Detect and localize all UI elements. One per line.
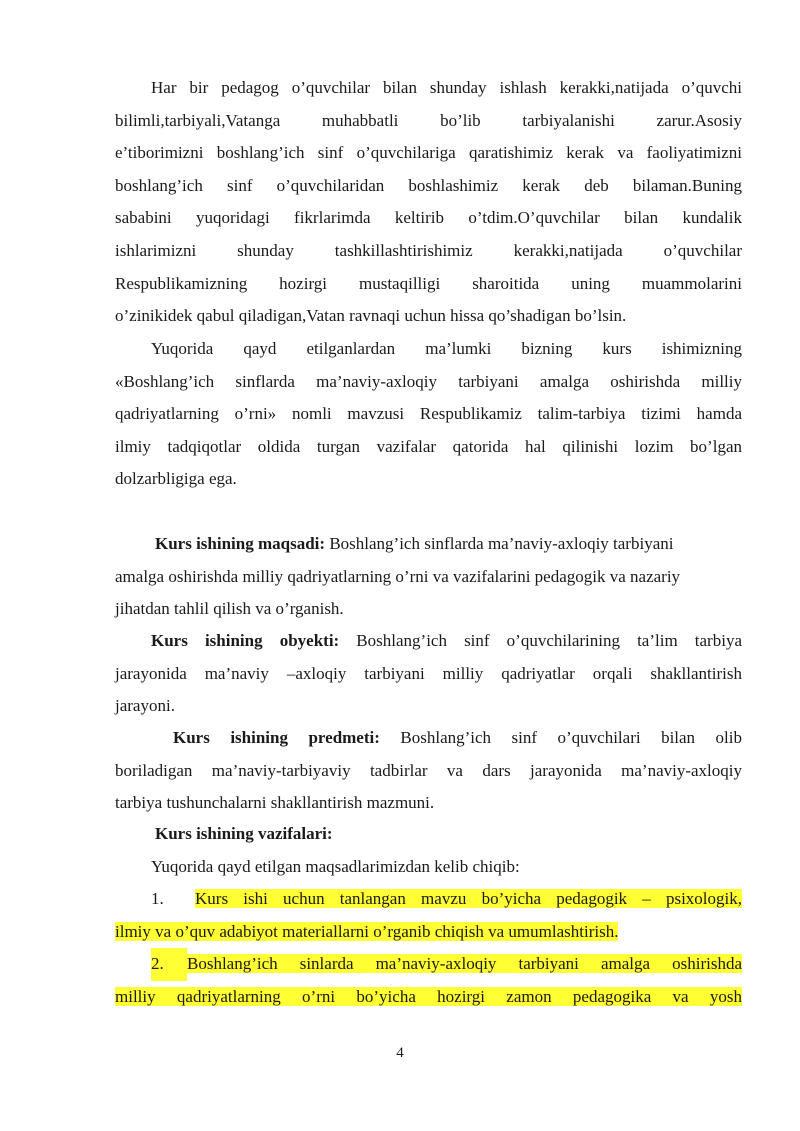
highlighted-text: Kurs ishi uchun tanlangan mavzu bo’yicha pedagogik – psixologik, [195, 889, 742, 909]
text-line: e’tiborimizni boshlang’ich sinf o’quvchilariga qaratishimiz kerak va faoliyatimizni [115, 143, 742, 163]
text-line: boriladigan ma’naviy-tarbiyaviy tadbirlar va dars jarayonida ma’naviy-axloqiy [115, 760, 742, 780]
highlighted-text: ilmiy va o’quv adabiyot materiallarni o’rganib chiqish va umumlashtirish. [115, 921, 619, 941]
section-subject [115, 722, 742, 820]
text-line: jarayonida ma’naviy –axloqiy tarbiyani milliy qadriyatlar orqali shakllantirish [115, 663, 742, 683]
text-line [115, 981, 742, 1014]
task-item-1 [115, 883, 742, 916]
text-line: Yuqorida qayd etilganlardan ma’lumki bizning kurs ishimizning [151, 339, 742, 358]
text-line [115, 722, 742, 755]
tasks-heading: Kurs ishining vazifalari: [155, 824, 333, 843]
section-object [115, 625, 742, 723]
text-line: Har bir pedagog o’quvchilar bilan shunday ishlash kerakki,natijada o’quvchi [151, 78, 742, 97]
text-line: o’zinikidek qabul qiladigan,Vatan ravnaqi uchun hissa qo’shadigan bo’lsin. [115, 306, 627, 326]
text-line: jihatdan tahlil qilish va o’rganish. [115, 599, 344, 619]
text-line: dolzarbligiga ega. [115, 469, 237, 489]
section-purpose [115, 528, 742, 626]
highlighted-text: milliy qadriyatlarning o’rni bo’yicha hozirgi zamon pedagogika va yosh [115, 986, 742, 1006]
text-line: jarayoni. [115, 696, 175, 716]
text-line: amalga oshirishda milliy qadriyatlarning o’rni va vazifalarini pedagogik va nazariy [115, 566, 681, 586]
subject-text: Boshlang’ich sinf o’quvchilari bilan olib [379, 728, 742, 747]
text-line: bilimli,tarbiyali,Vatanga muhabbatli bo’lib tarbiyalanishi zarur.Asosiy [115, 110, 742, 130]
text-line: qadriyatlarning o’rni» nomli mavzusi Respublikamiz talim-tarbiya tizimi hamda [115, 404, 742, 424]
section-tasks [115, 818, 742, 1014]
text-line: ishlarimizni shunday tashkillashtirishimiz kerakki,natijada o’quvchilar [115, 240, 742, 260]
object-label: Kurs ishining obyekti: [151, 631, 340, 650]
text-line [115, 625, 742, 658]
text-line [115, 818, 742, 851]
text-line: «Boshlang’ich sinflarda ma’naviy-axloqiy tarbiyani amalga oshirishda milliy [115, 371, 742, 391]
highlighted-text: Boshlang’ich sinlarda ma’naviy-axloqiy tarbiyani amalga oshirishda [187, 954, 742, 974]
task-number: 2. [151, 948, 187, 981]
subject-label: Kurs ishining predmeti: [173, 728, 380, 747]
text-line [115, 528, 742, 561]
paragraph-intro [115, 72, 742, 333]
page-number: 4 [396, 1045, 404, 1061]
purpose-text: Boshlang’ich sinflarda ma’naviy-axloqiy tarbiyani [325, 534, 674, 553]
text-line: sababini yuqoridagi fikrlarimda keltirib o’tdim.O’quvchilar bilan kundalik [115, 208, 742, 228]
task-number: 1. [151, 889, 164, 909]
object-text: Boshlang’ich sinf o’quvchilarining ta’lim tarbiya [339, 631, 742, 650]
text-line [115, 916, 742, 949]
text-line: Respublikamizning hozirgi mustaqilligi sharoitida uning muammolarini [115, 273, 742, 293]
purpose-label: Kurs ishining maqsadi: [155, 534, 326, 553]
text-line: boshlang’ich sinf o’quvchilaridan boshlashimiz kerak deb bilaman.Buning [115, 175, 742, 195]
paragraph-relevance [115, 333, 742, 496]
task-item-2 [115, 948, 742, 981]
text-line: tarbiya tushunchalarni shakllantirish mazmuni. [115, 793, 435, 813]
text-line: ilmiy tadqiqotlar oldida turgan vazifalar qatorida hal qilinishi lozim bo’lgan [115, 436, 742, 456]
text-line: Yuqorida qayd etilgan maqsadlarimizdan kelib chiqib: [151, 856, 520, 876]
